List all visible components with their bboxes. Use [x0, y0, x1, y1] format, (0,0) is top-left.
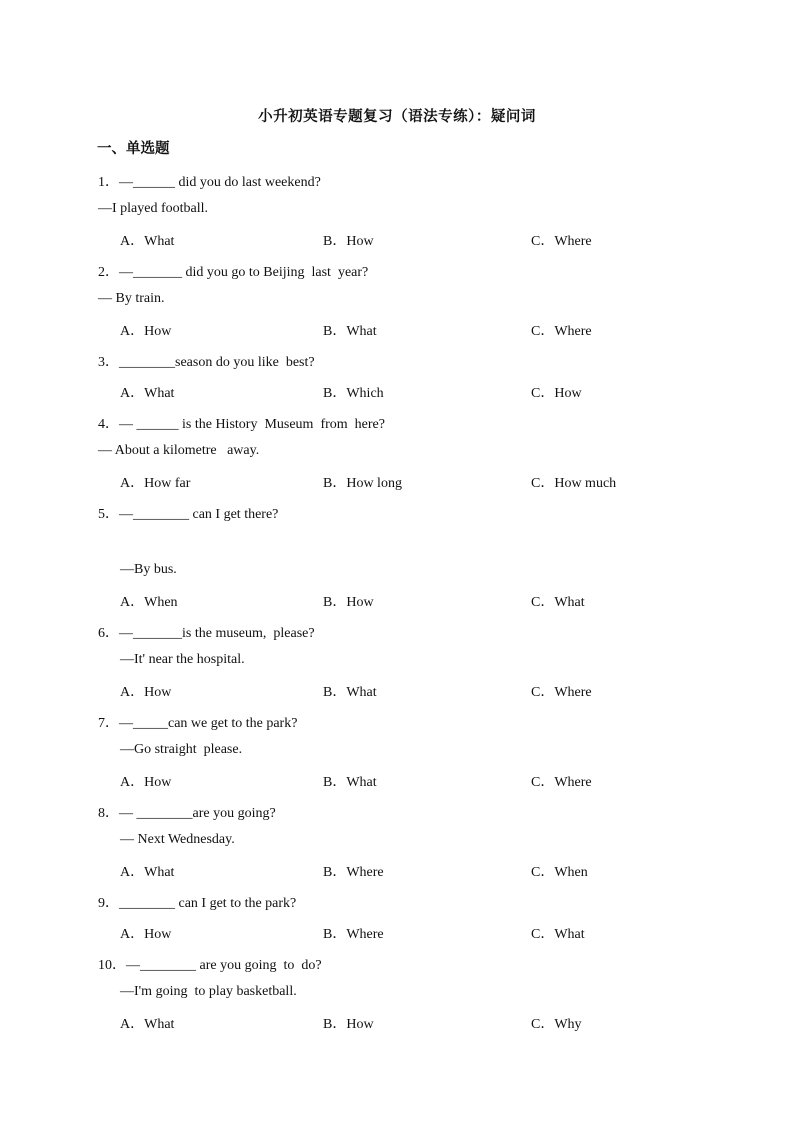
question-2-option-c: C．Where: [531, 324, 592, 339]
section-heading: 一、单选题: [97, 140, 170, 157]
question-5-option-c: C．What: [531, 595, 585, 610]
question-8-stem: 8．— ________are you going?: [98, 806, 276, 821]
question-3-option-a: A．What: [120, 386, 175, 401]
page-title: 小升初英语专题复习（语法专练）：疑问词: [258, 108, 536, 125]
question-2-answer: — By train.: [98, 291, 165, 306]
question-1-option-c: C．Where: [531, 234, 592, 249]
question-6-stem: 6．—_______is the museum, please?: [98, 626, 315, 641]
question-8-option-a: A．What: [120, 865, 175, 880]
question-4-answer: — About a kilometre away.: [98, 443, 260, 458]
question-7-option-c: C．Where: [531, 775, 592, 790]
question-7-stem: 7．—_____can we get to the park?: [98, 716, 298, 731]
question-7-option-b: B．What: [323, 775, 377, 790]
question-5-answer: —By bus.: [120, 562, 177, 577]
question-6-option-c: C．Where: [531, 685, 592, 700]
question-4-option-a: A．How far: [120, 476, 191, 491]
question-10-option-c: C．Why: [531, 1017, 582, 1032]
question-4-stem: 4．— ______ is the History Museum from here?: [98, 417, 385, 432]
question-3-option-b: B．Which: [323, 386, 384, 401]
question-2-option-a: A．How: [120, 324, 172, 339]
question-1-answer: —I played football.: [98, 201, 209, 216]
question-10-option-a: A．What: [120, 1017, 175, 1032]
question-6-option-a: A．How: [120, 685, 172, 700]
question-4-option-b: B．How long: [323, 476, 402, 491]
question-4-option-c: C．How much: [531, 476, 617, 491]
question-2-stem: 2．—_______ did you go to Beijing last year?: [98, 265, 369, 280]
question-3-stem: 3．________season do you like best?: [98, 355, 315, 370]
question-9-option-c: C．What: [531, 927, 585, 942]
question-9-option-a: A．How: [120, 927, 172, 942]
question-8-option-b: B．Where: [323, 865, 384, 880]
question-5-option-b: B．How: [323, 595, 374, 610]
question-10-stem: 10．—________ are you going to do?: [98, 958, 322, 973]
question-1-option-b: B．How: [323, 234, 374, 249]
question-2-option-b: B．What: [323, 324, 377, 339]
question-6-option-b: B．What: [323, 685, 377, 700]
question-1-option-a: A．What: [120, 234, 175, 249]
question-8-option-c: C．When: [531, 865, 588, 880]
question-7-answer: —Go straight please.: [120, 742, 243, 757]
question-9-option-b: B．Where: [323, 927, 384, 942]
question-3-option-c: C．How: [531, 386, 582, 401]
question-10-answer: —I'm going to play basketball.: [120, 984, 297, 999]
question-6-answer: —It' near the hospital.: [120, 652, 245, 667]
question-5-stem: 5．—________ can I get there?: [98, 507, 279, 522]
question-1-stem: 1．—______ did you do last weekend?: [98, 175, 321, 190]
question-9-stem: 9．________ can I get to the park?: [98, 896, 297, 911]
question-8-answer: — Next Wednesday.: [120, 832, 235, 847]
question-5-option-a: A．When: [120, 595, 178, 610]
question-7-option-a: A．How: [120, 775, 172, 790]
question-10-option-b: B．How: [323, 1017, 374, 1032]
